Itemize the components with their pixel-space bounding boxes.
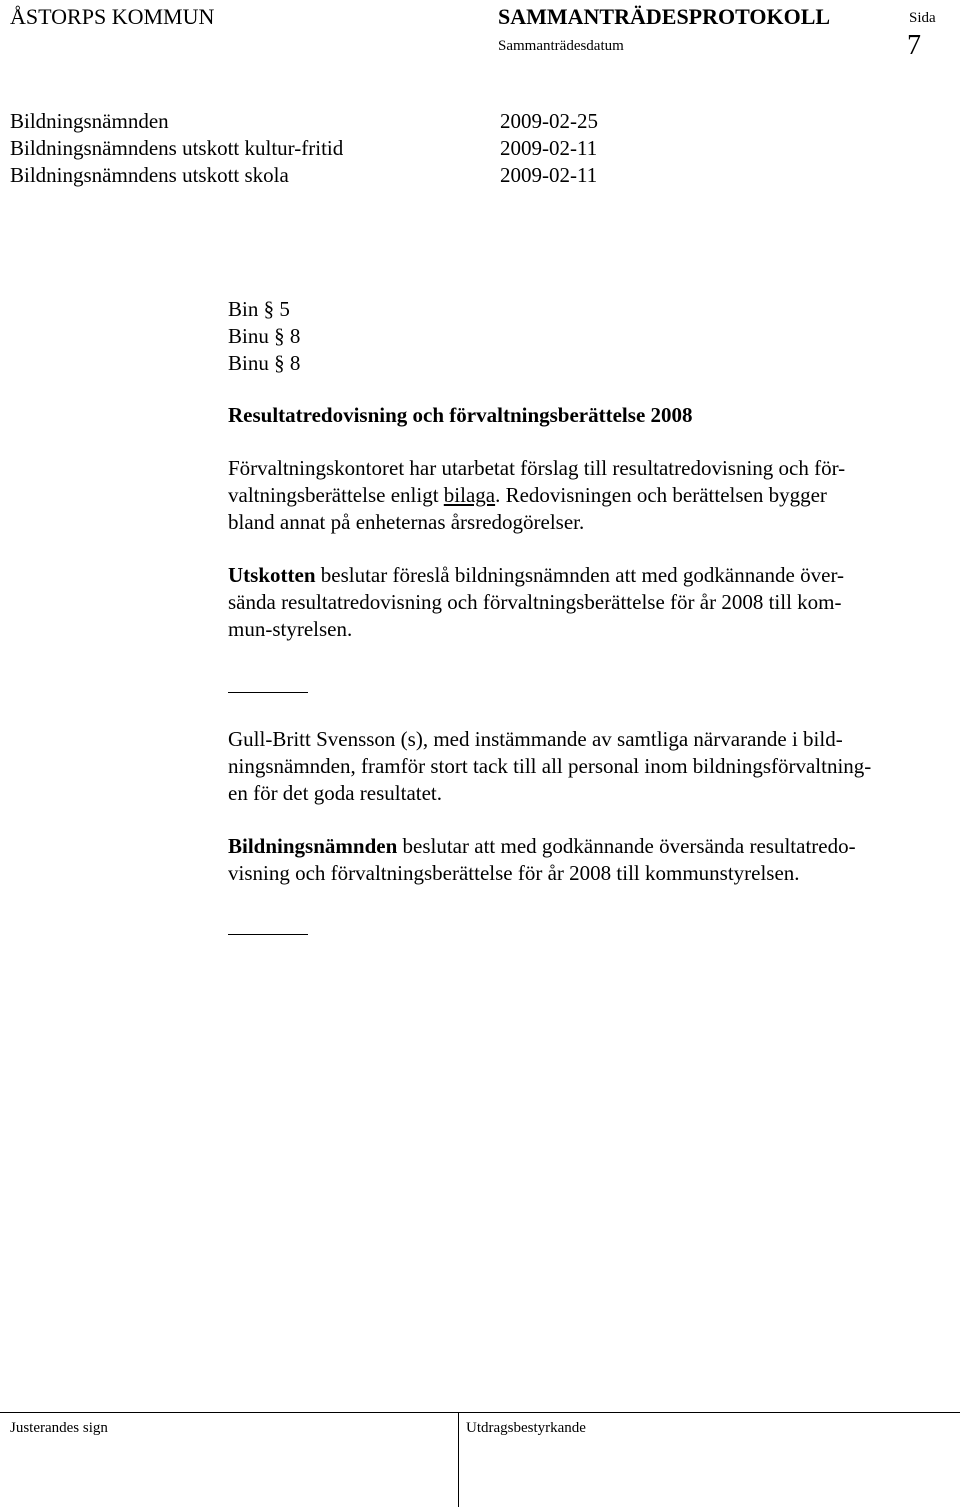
meeting-date: 2009-02-25 [500,109,598,133]
signature-label: Justerandes sign [10,1420,108,1436]
separator-line [228,934,308,935]
paragraph-reference [228,296,300,323]
text-segment: valtningsberättelse enligt [228,483,444,507]
paragraph-number: 5 [279,297,290,321]
text-line [228,562,918,589]
meeting-org: Bildningsnämndens utskott kultur-fritid [10,136,344,160]
meeting-date: 2009-02-11 [500,136,598,160]
intro-paragraph [228,455,918,536]
text-line: Gull-Britt Svensson (s), med instämmande av samtliga närvarande i bild- [228,727,843,751]
committee-decision-paragraph [228,562,918,643]
paragraph-reference [228,323,300,350]
text-segment: . Redovisningen och berättelsen bygger [495,483,827,507]
decision-subject: Utskotten [228,563,316,587]
municipality-name: ÅSTORPS KOMMUN [10,4,215,29]
text-line: bland annat på enheternas årsredogörelser. [228,510,585,534]
text-line [228,482,918,509]
decision-subject: Bildningsnämnden [228,834,398,858]
paragraph-body: Binu [228,324,269,348]
attachment-link[interactable]: bilaga [443,483,496,507]
page-number: 7 [907,30,921,61]
text-line: sända resultatredovisning och förvaltningsberättelse för år 2008 till kom- [228,590,842,614]
paragraph-number: 8 [289,324,301,348]
minutes-content-continued [228,726,918,913]
minutes-content [228,402,918,669]
section-title: Resultatredovisning och förvaltningsberättelse 2008 [228,403,693,427]
meeting-date: 2009-02-11 [500,163,598,187]
text-line: mun-styrelsen. [228,617,353,641]
text-line [228,833,918,860]
footer-divider [458,1412,459,1507]
section-sign: § [274,351,285,375]
text-line: Förvaltningskontoret har utarbetat förslag till resultatredovisning och för- [228,456,846,480]
text-line: en för det goda resultatet. [228,781,442,805]
page-label: Sida [909,10,936,26]
text-line: ningsnämnden, framför stort tack till all personal inom bildningsförvaltning- [228,754,872,778]
text-segment: beslutar föreslå bildningsnämnden att med godkännande över- [315,563,845,587]
paragraph-body: Bin [228,297,259,321]
footer-rule [0,1412,960,1413]
paragraph-reference [228,350,300,377]
meeting-date-label: Sammanträdesdatum [498,38,624,54]
text-line: visning och förvaltningsberättelse för år 2008 till kommunstyrelsen. [228,861,800,885]
document-title: SAMMANTRÄDESPROTOKOLL [498,4,831,29]
text-segment: beslutar att med godkännande översända resultatredo- [397,834,856,858]
meeting-org: Bildningsnämndens utskott skola [10,163,289,187]
paragraph-body: Binu [228,351,269,375]
board-decision-paragraph [228,833,918,887]
separator-line [228,692,308,693]
meeting-org: Bildningsnämnden [10,109,169,133]
section-sign: § [274,324,285,348]
paragraph-references [228,296,300,377]
section-sign: § [263,297,275,321]
thanks-paragraph [228,726,918,807]
certification-label: Utdragsbestyrkande [466,1420,586,1436]
paragraph-number: 8 [289,351,301,375]
